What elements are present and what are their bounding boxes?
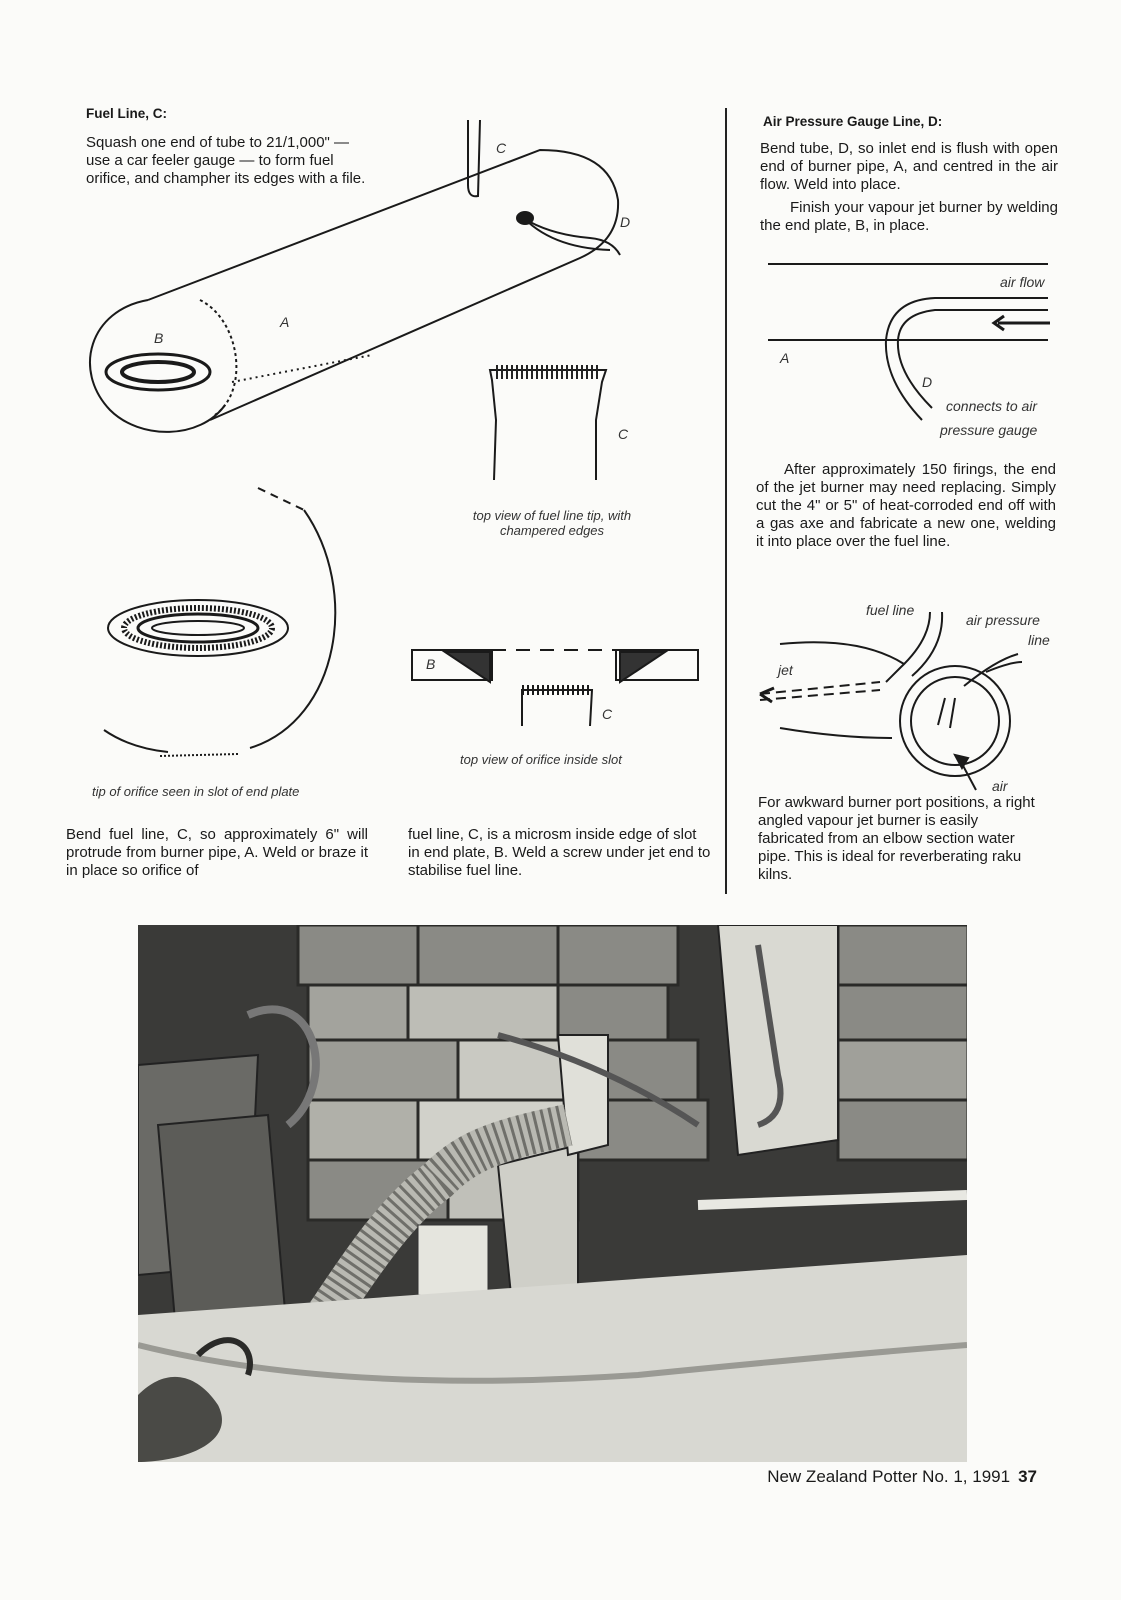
slot-caption: top view of orifice inside slot <box>460 752 622 767</box>
label-b-slot: B <box>426 656 436 672</box>
label-a-air: A <box>780 350 790 366</box>
tip-caption: tip of orifice seen in slot of end plate <box>92 784 300 799</box>
label-connects-line1: connects to air <box>946 398 1038 414</box>
replacement-text: After approximately 150 firings, the end of the jet burner may need replacing. Simply cut the 4" or 5" of heat-corroded end off with a gas axe and fabricate a new one, welding it into place over the fuel line. <box>756 461 1056 550</box>
page-footer <box>767 1467 1037 1487</box>
label-a-pipe: A <box>280 314 290 330</box>
label-connects-line2: pressure gauge <box>940 422 1038 438</box>
air-gauge-para1: Bend tube, D, so inlet end is flush with open end of burner pipe, A, and centred in the air flow. Weld into place. <box>760 140 1058 193</box>
air-gauge-para2: Finish your vapour jet burner by welding the end plate, B, in place. <box>760 199 1058 234</box>
label-fuel-line: fuel line <box>866 602 915 618</box>
publication-name: New Zealand Potter No. 1, 1991 <box>767 1467 1011 1486</box>
label-air-pressure-line2: line <box>1028 632 1050 648</box>
page-number: 37 <box>1018 1467 1037 1486</box>
label-d-air: D <box>922 374 933 390</box>
label-b-plate: B <box>154 330 164 346</box>
fuel-line-weld-text: fuel line, C, is a microsm inside edge of slot in end plate, B. Weld a screw under jet end to stabilise fuel line. <box>408 826 711 879</box>
label-air: air <box>992 778 1008 794</box>
label-d-top: D <box>620 214 631 230</box>
label-air-pressure-line1: air pressure <box>966 612 1040 628</box>
fuel-line-intro: Squash one end of tube to 21/1,000" — use a car feeler gauge — to form fuel orifice, and champher its edges with a file. <box>86 134 366 187</box>
label-air-flow: air flow <box>1000 274 1045 290</box>
fuel-line-heading: Fuel Line, C: <box>86 106 167 121</box>
fuel-tip-caption: top view of fuel line tip, with champered edges <box>472 508 632 538</box>
fuel-line-bend-text: Bend fuel line, C, so approximately 6" will protrude from burner pipe, A. Weld or braze it in place so orifice of <box>66 826 368 879</box>
label-c-top: C <box>496 140 507 156</box>
air-gauge-heading: Air Pressure Gauge Line, D: <box>763 114 943 129</box>
label-c-slot: C <box>602 706 613 722</box>
awkward-port-text: For awkward burner port positions, a right angled vapour jet burner is easily fabricated from an elbow section water pipe. This is ideal for reverberating raku kilns. <box>758 794 1035 883</box>
burner-photo <box>138 925 967 1462</box>
label-jet: jet <box>778 662 793 678</box>
column-divider <box>725 108 727 894</box>
burner-photo-illustration <box>138 925 967 1462</box>
label-c-tip: C <box>618 426 629 442</box>
